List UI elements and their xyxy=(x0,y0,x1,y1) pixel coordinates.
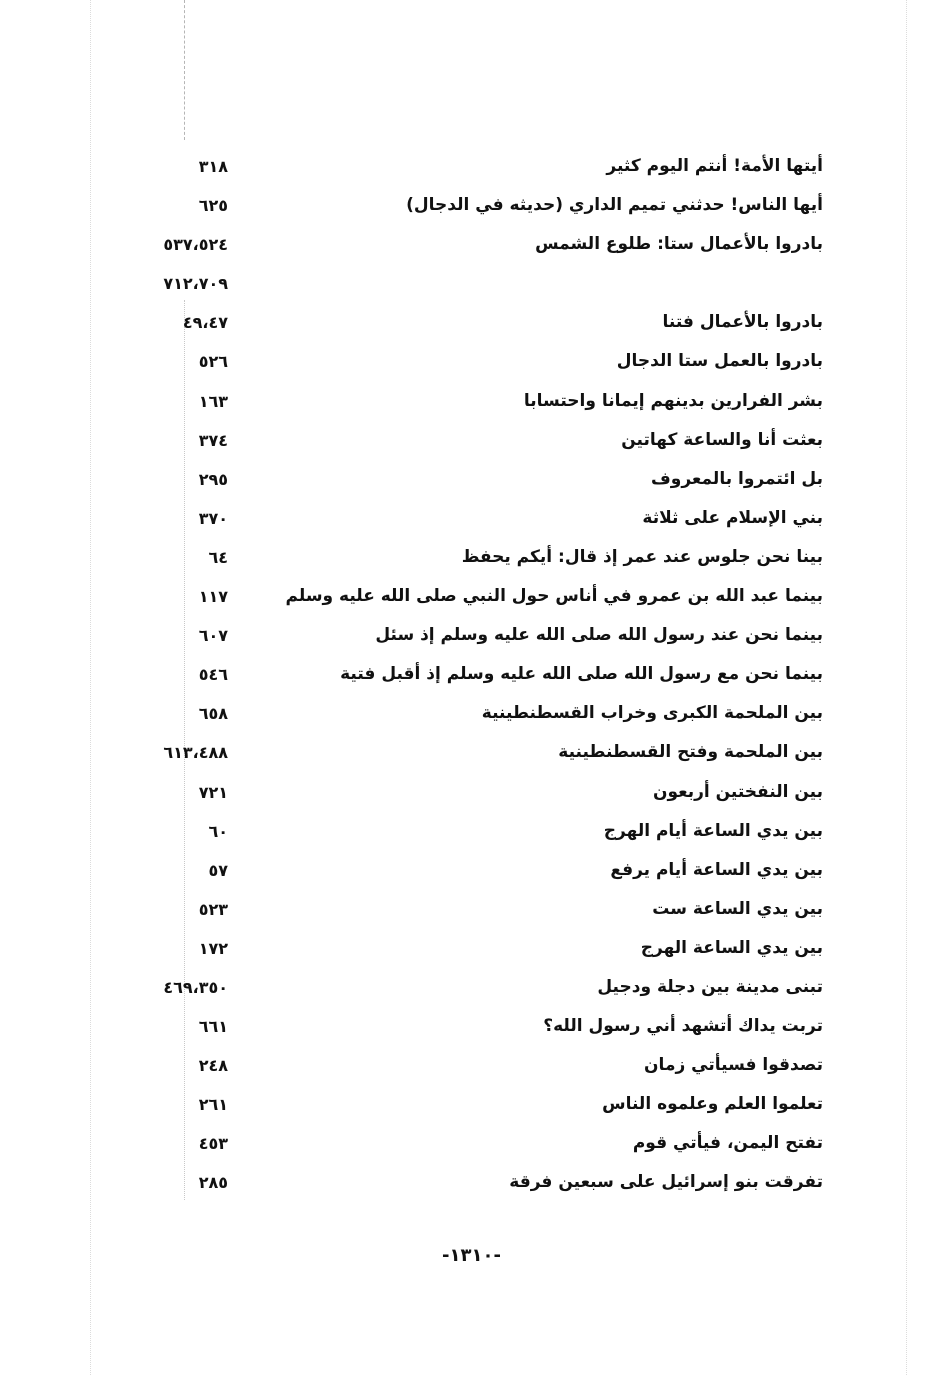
index-entry xyxy=(0,854,943,893)
entry-page-numbers: ٦١٣،٤٨٨ xyxy=(163,743,228,763)
entry-title: بين يدي الساعة الهرج xyxy=(640,937,823,958)
index-entry xyxy=(0,697,943,736)
entry-title: بين النفختين أربعون xyxy=(652,781,823,802)
index-entry xyxy=(0,424,943,463)
index-entry xyxy=(0,189,943,228)
index-entry xyxy=(0,893,943,932)
index-entry xyxy=(0,932,943,971)
entry-page-numbers: ٣٧٠ xyxy=(198,508,228,528)
column-rule-top xyxy=(184,0,185,140)
entry-title: أيها الناس! حدثني تميم الداري (حديثه في الدجال) xyxy=(406,195,823,216)
entry-title: بشر الفرارين بدينهم إيمانا واحتسابا xyxy=(523,390,823,411)
entry-title: بادروا بالأعمال فتنا xyxy=(662,312,823,333)
index-entry xyxy=(0,619,943,658)
entry-page-numbers: ٦٢٥ xyxy=(198,196,228,216)
entry-title: بعثت أنا والساعة كهاتين xyxy=(621,429,823,450)
index-entry xyxy=(0,658,943,697)
entry-title: تصدقوا فسيأتي زمان xyxy=(644,1055,823,1076)
entry-title: تفتح اليمن، فيأتي قوم xyxy=(632,1133,823,1154)
index-entry xyxy=(0,1049,943,1088)
entry-title: بينما نحن مع رسول الله صلى الله عليه وسلم إذ أقبل فتية xyxy=(340,664,823,685)
index-entry xyxy=(0,345,943,384)
entry-page-numbers: ٥٣٧،٥٢٤ xyxy=(163,235,228,255)
entry-title: تبنى مدينة بين دجلة ودجيل xyxy=(597,976,823,997)
entry-page-numbers: ٤٩،٤٧ xyxy=(182,313,228,333)
entry-title: بين يدي الساعة أيام الهرج xyxy=(603,820,823,841)
entry-page-numbers: ٢٩٥ xyxy=(198,469,228,489)
entry-page-numbers: ٢٨٥ xyxy=(198,1173,228,1193)
index-entry xyxy=(0,1010,943,1049)
index-entry xyxy=(0,150,943,189)
index-entry xyxy=(0,815,943,854)
hadith-index-list xyxy=(0,150,943,1206)
entry-page-numbers: ٥٢٦ xyxy=(198,352,228,372)
page-number: -١٣١٠- xyxy=(442,1245,501,1266)
entry-page-numbers: ٥٧ xyxy=(208,860,228,880)
entry-page-numbers: ٦٦١ xyxy=(198,1017,228,1037)
entry-page-numbers: ٦٥٨ xyxy=(198,704,228,724)
entry-title: بادروا بالأعمال ستا: طلوع الشمس xyxy=(535,234,823,255)
entry-page-numbers: ٧٢١ xyxy=(198,782,228,802)
index-entry xyxy=(0,1166,943,1205)
entry-page-numbers: ٦٠٧ xyxy=(198,626,228,646)
index-entry xyxy=(0,228,943,267)
entry-title: بين يدي الساعة أيام يرفع xyxy=(610,859,823,880)
entry-title: بادروا بالعمل ستا الدجال xyxy=(616,351,823,372)
entry-page-numbers: ٥٢٣ xyxy=(198,899,228,919)
index-entry xyxy=(0,541,943,580)
entry-page-numbers: ٥٤٦ xyxy=(198,665,228,685)
entry-title: تربت يداك أتشهد أني رسول الله؟ xyxy=(543,1016,823,1037)
index-entry xyxy=(0,306,943,345)
index-entry xyxy=(0,736,943,775)
entry-title: بين يدي الساعة ست xyxy=(652,898,823,919)
index-entry xyxy=(0,971,943,1010)
entry-page-numbers: ٢٤٨ xyxy=(198,1056,228,1076)
entry-title: تعلموا العلم وعلموه الناس xyxy=(602,1094,823,1115)
entry-page-numbers: ١١٧ xyxy=(198,587,228,607)
index-entry xyxy=(0,776,943,815)
entry-page-numbers: ٦٤ xyxy=(208,547,228,567)
entry-page-numbers: ٣١٨ xyxy=(198,157,228,176)
entry-page-numbers: ٤٦٩،٣٥٠ xyxy=(163,977,228,997)
entry-title: بينما نحن عند رسول الله صلى الله عليه وسلم إذ سئل xyxy=(375,625,823,646)
entry-title: بين الملحمة وفتح القسطنطينية xyxy=(558,742,823,763)
entry-page-numbers: ٧١٢،٧٠٩ xyxy=(163,274,228,294)
index-entry xyxy=(0,463,943,502)
entry-title: بين الملحمة الكبرى وخراب القسطنطينية xyxy=(481,703,823,724)
entry-page-numbers: ٦٠ xyxy=(208,821,228,841)
entry-page-numbers: ٣٧٤ xyxy=(198,430,228,450)
entry-title: بل ائتمروا بالمعروف xyxy=(651,468,823,489)
entry-title: أيتها الأمة! أنتم اليوم كثير xyxy=(606,156,823,176)
entry-page-numbers: ٢٦١ xyxy=(198,1095,228,1115)
entry-title: بينما عبد الله بن عمرو في أناس حول النبي صلى الله عليه وسلم xyxy=(285,586,823,607)
entry-page-numbers: ١٦٣ xyxy=(198,391,228,411)
index-entry xyxy=(0,1088,943,1127)
entry-title: بينا نحن جلوس عند عمر إذ قال: أيكم يحفظ xyxy=(461,546,823,567)
entry-title: تفرقت بنو إسرائيل على سبعين فرقة xyxy=(509,1172,823,1193)
index-entry xyxy=(0,267,943,306)
index-entry xyxy=(0,580,943,619)
index-entry xyxy=(0,1127,943,1166)
entry-page-numbers: ١٧٢ xyxy=(198,938,228,958)
index-entry xyxy=(0,385,943,424)
entry-page-numbers: ٤٥٣ xyxy=(198,1134,228,1154)
index-entry xyxy=(0,502,943,541)
entry-title: بني الإسلام على ثلاثة xyxy=(642,507,823,528)
